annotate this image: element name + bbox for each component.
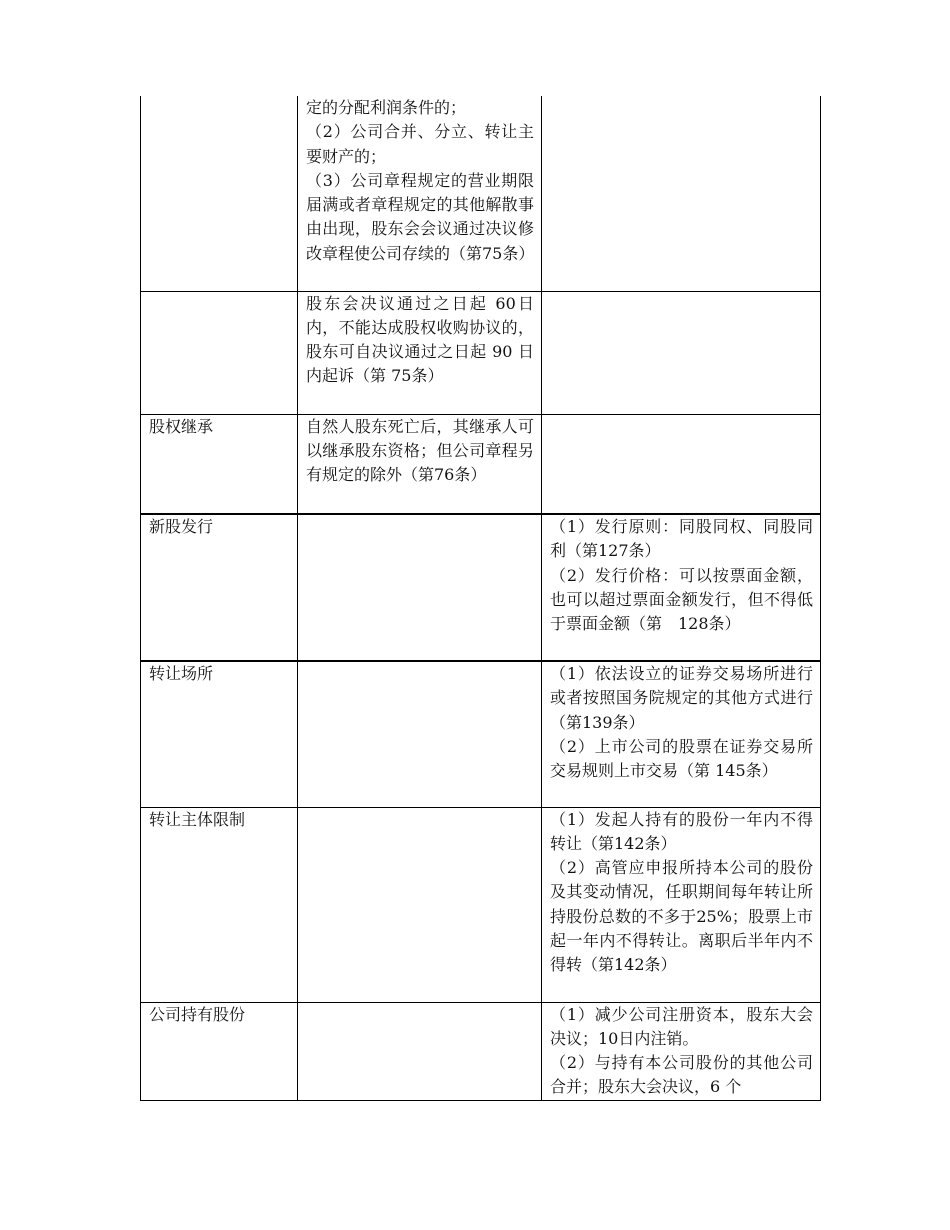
paragraph: （1）发行原则：同股同权、同股同利（第127条） xyxy=(550,517,813,561)
table-row xyxy=(141,414,821,514)
table-row xyxy=(141,807,821,1002)
row-label-cell xyxy=(141,291,298,414)
paragraph: （3）公司章程规定的营业期限届满或者章程规定的其他解散事由出现，股东会会议通过决议修改章程使公司存续的（第75条） xyxy=(306,170,535,263)
paragraph: 定的分配利润条件的； xyxy=(306,98,467,117)
paragraph: （2）高管应申报所持本公司的股份及其变动情况，任职期间每年转让所持股份总数的不多于25%；股票上市起一年内不得转让。离职后半年内不得转（第142条） xyxy=(550,858,813,975)
paragraph: 股东会决议通过之日起 60日内，不能达成股权收购协议的，股东可自决议通过之日起 90 日内起诉（第 75条） xyxy=(306,293,534,386)
table-row xyxy=(141,1002,821,1100)
limited-company-cell xyxy=(298,96,542,291)
row-label: 转让主体限制 xyxy=(149,809,246,829)
limited-company-cell xyxy=(298,514,542,661)
row-label-cell xyxy=(141,807,298,1002)
limited-company-cell xyxy=(298,414,542,514)
paragraph: （1）依法设立的证券交易场所进行或者按照国务院规定的其他方式进行（第139条） xyxy=(550,664,813,732)
row-label: 股权继承 xyxy=(149,416,214,436)
joint-stock-company-cell xyxy=(542,1002,821,1100)
table-row xyxy=(141,514,821,661)
limited-company-cell xyxy=(298,1002,542,1100)
paragraph: （1）减少公司注册资本，股东大会决议；10日内注销。 xyxy=(550,1004,813,1048)
row-label: 公司持有股份 xyxy=(149,1004,246,1024)
limited-company-cell xyxy=(298,661,542,807)
limited-company-cell xyxy=(298,807,542,1002)
limited-company-cell xyxy=(298,291,542,414)
paragraph: （2）公司合并、分立、转让主要财产的； xyxy=(306,122,534,166)
table-row xyxy=(141,291,821,414)
row-label-cell xyxy=(141,661,298,807)
row-label: 转让场所 xyxy=(149,664,214,683)
row-label: 新股发行 xyxy=(149,517,214,536)
joint-stock-company-cell xyxy=(542,661,821,807)
paragraph: （1）发起人持有的股份一年内不得转让（第142条） xyxy=(550,809,813,853)
law-comparison-table xyxy=(140,96,821,1101)
table-row xyxy=(141,96,821,291)
joint-stock-company-cell xyxy=(542,414,821,514)
paragraph: （2）与持有本公司股份的其他公司合并；股东大会决议，6 个 xyxy=(550,1053,813,1097)
paragraph: 自然人股东死亡后，其继承人可以继承股东资格；但公司章程另有规定的除外（第76条） xyxy=(306,416,534,485)
joint-stock-company-cell xyxy=(542,291,821,414)
joint-stock-company-cell xyxy=(542,96,821,291)
row-label-cell xyxy=(141,514,298,661)
paragraph: （2）上市公司的股票在证券交易所交易规则上市交易（第 145条） xyxy=(550,736,813,781)
table-row xyxy=(141,661,821,807)
joint-stock-company-cell xyxy=(542,514,821,661)
row-label-cell xyxy=(141,1002,298,1100)
row-label-cell xyxy=(141,96,298,291)
joint-stock-company-cell xyxy=(542,807,821,1002)
row-label-cell xyxy=(141,414,298,514)
paragraph: （2）发行价格：可以按票面金额，也可以超过票面金额发行，但不得低于票面金额（第 128条） xyxy=(550,565,813,634)
